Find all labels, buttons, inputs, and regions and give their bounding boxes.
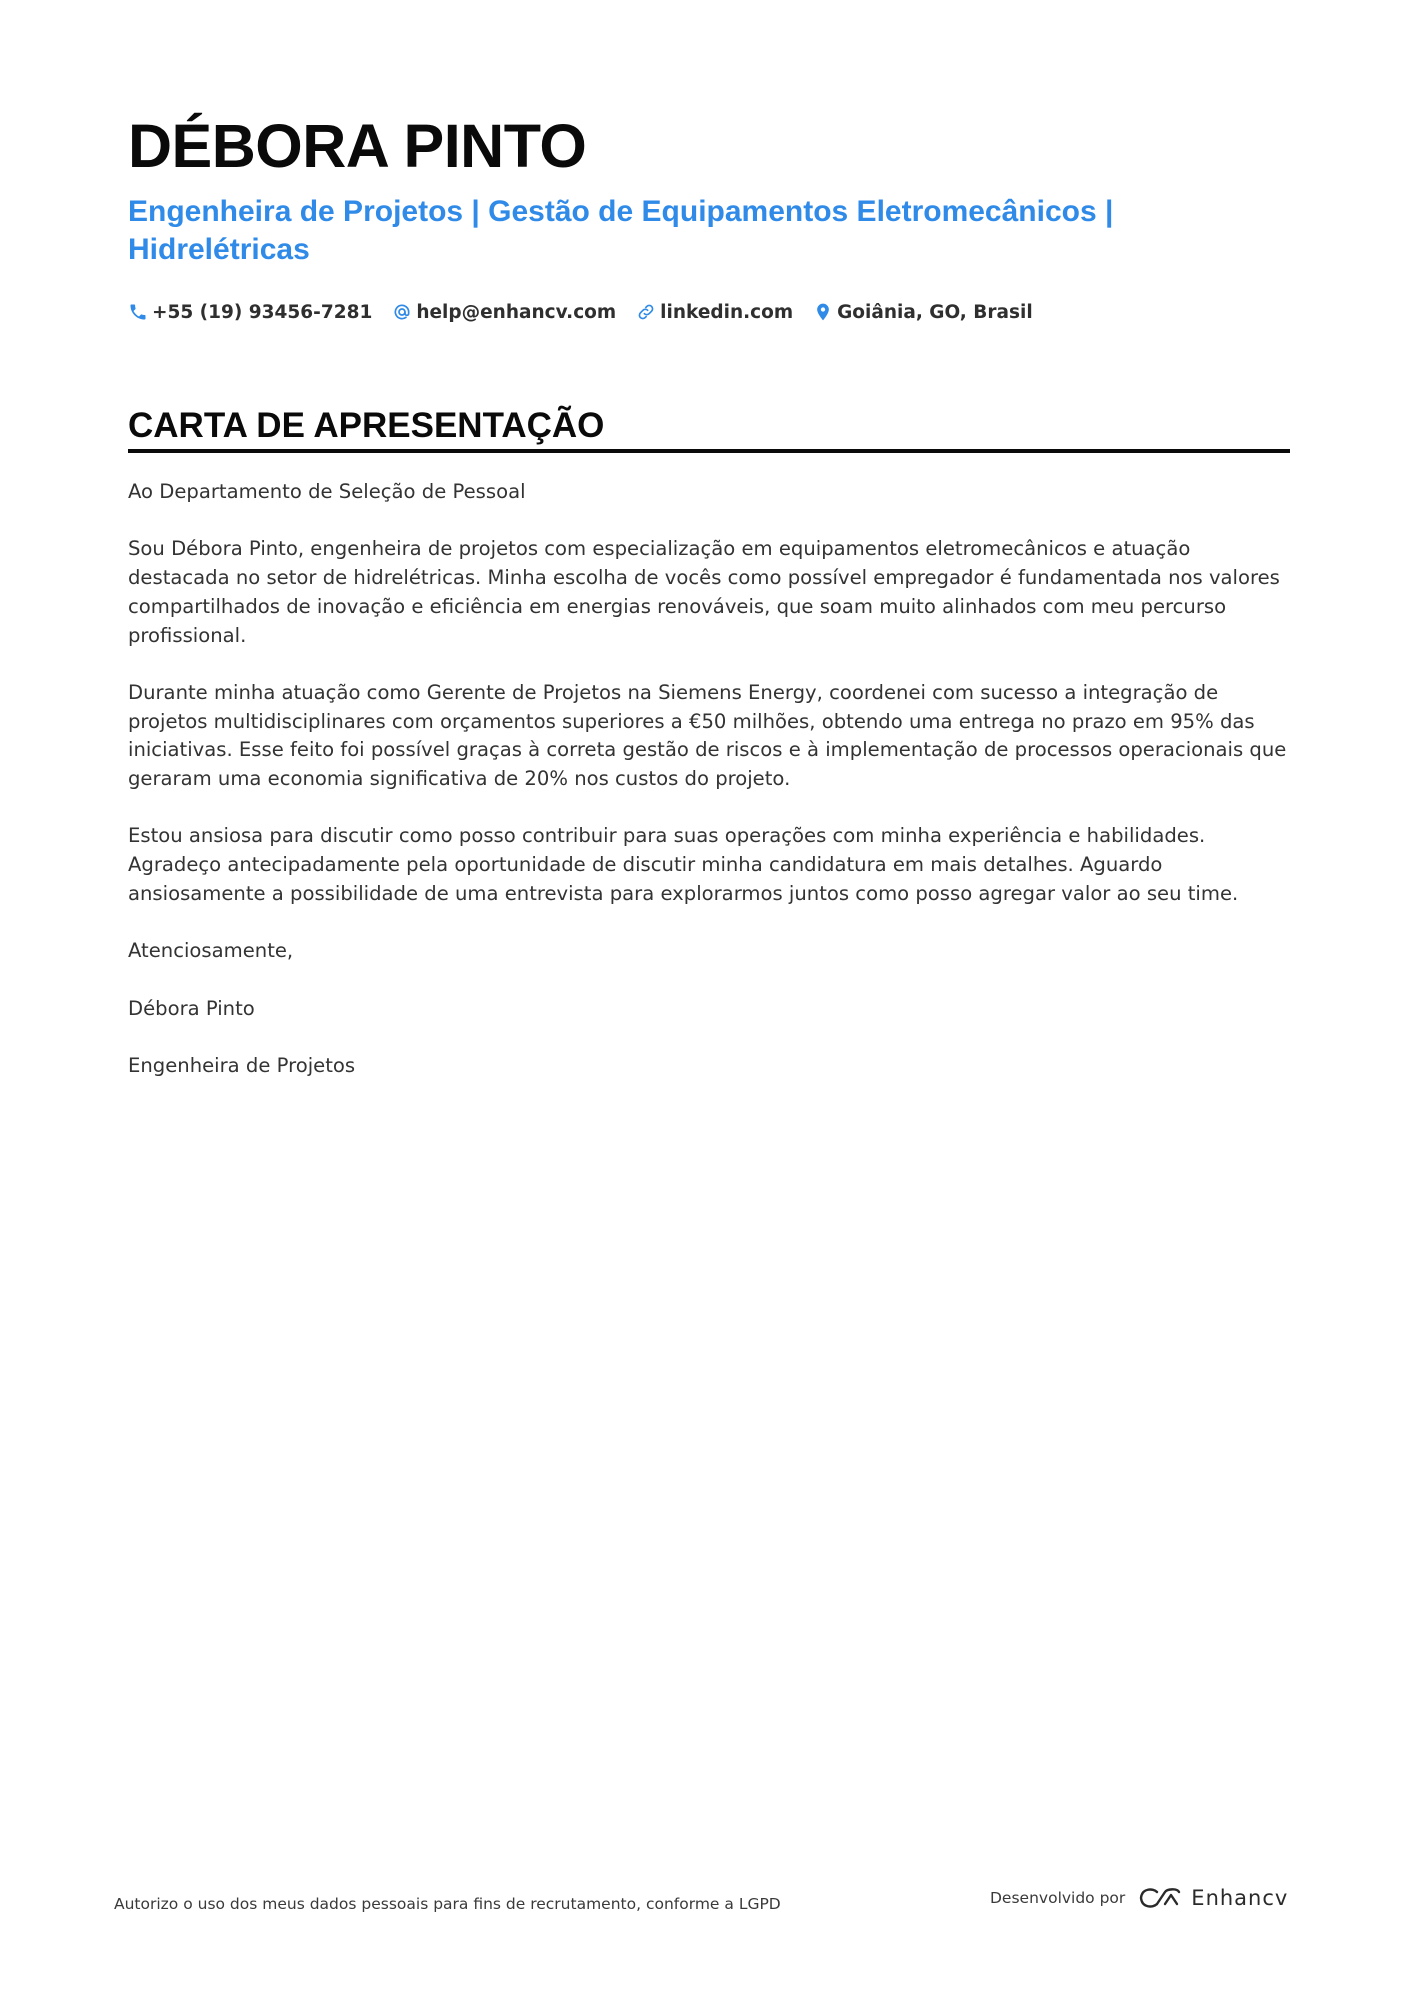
phone-icon — [128, 302, 148, 322]
powered-by-label: Desenvolvido por — [990, 1889, 1126, 1907]
letter-paragraph: Estou ansiosa para discutir como posso contribuir para suas operações com minha experiência e habilidades. Agradeço antecipadamente pela oportunidade de discutir minha candidatura em mais detalhes. Aguardo ansiosamente a possibilidade de uma entrevista para explorarmos juntos como posso agregar valor ao seu time. — [128, 824, 1239, 905]
email-text: help@enhancv.com — [416, 301, 617, 323]
contact-location — [813, 302, 1033, 323]
candidate-name: DÉBORA PINTO — [128, 112, 587, 180]
section-divider — [128, 449, 1290, 453]
phone-text: +55 (19) 93456-7281 — [152, 301, 373, 323]
signature-name: Débora Pinto — [128, 996, 255, 1020]
linkedin-text: linkedin.com — [660, 301, 794, 323]
signature-title: Engenheira de Projetos — [128, 1053, 356, 1077]
contact-phone[interactable] — [128, 302, 372, 323]
contact-email[interactable] — [392, 302, 616, 323]
location-text: Goiânia, GO, Brasil — [837, 301, 1033, 323]
candidate-headline: Engenheira de Projetos | Gestão de Equipamentos Eletromecânicos | Hidrelétricas — [128, 195, 1114, 266]
contact-linkedin[interactable] — [636, 302, 793, 323]
resume-header — [128, 106, 1290, 327]
section-title: CARTA DE APRESENTAÇÃO — [128, 406, 605, 445]
letter-paragraph: Sou Débora Pinto, engenheira de projetos com especialização em equipamentos eletromecânicos e atuação destacada no setor de hidrelétricas. Minha escolha de vocês como possível empregador é fundamentada nos valores compartilhados de inovação e eficiência em energias renováveis, que soam muito alinhados com meu percurso profissional. — [128, 537, 1280, 647]
letter-closing: Atenciosamente, — [128, 939, 294, 963]
consent-note: Autorizo o uso dos meus dados pessoais para fins de recrutamento, conforme a LGPD — [114, 1895, 781, 1913]
enhancv-logo-icon — [1137, 1885, 1183, 1911]
enhancv-brand: Enhancv — [1191, 1886, 1289, 1910]
letter-paragraph: Durante minha atuação como Gerente de Projetos na Siemens Energy, coordenei com sucesso a integração de projetos multidisciplinares com orçamentos superiores a €50 milhões, obtendo uma entrega no prazo em 95% das iniciativas. Esse feito foi possível graças à correta gestão de riscos e à implementação de processos operacionais que geraram uma economia significativa de 20% nos custos do projeto. — [128, 680, 1287, 790]
link-icon — [636, 302, 656, 322]
location-pin-icon — [813, 302, 833, 322]
powered-by[interactable] — [990, 1885, 1288, 1911]
at-icon — [392, 302, 412, 322]
contact-bar — [128, 297, 1290, 327]
letter-greeting: Ao Departamento de Seleção de Pessoal — [128, 480, 526, 503]
letter-body — [128, 478, 1290, 1109]
